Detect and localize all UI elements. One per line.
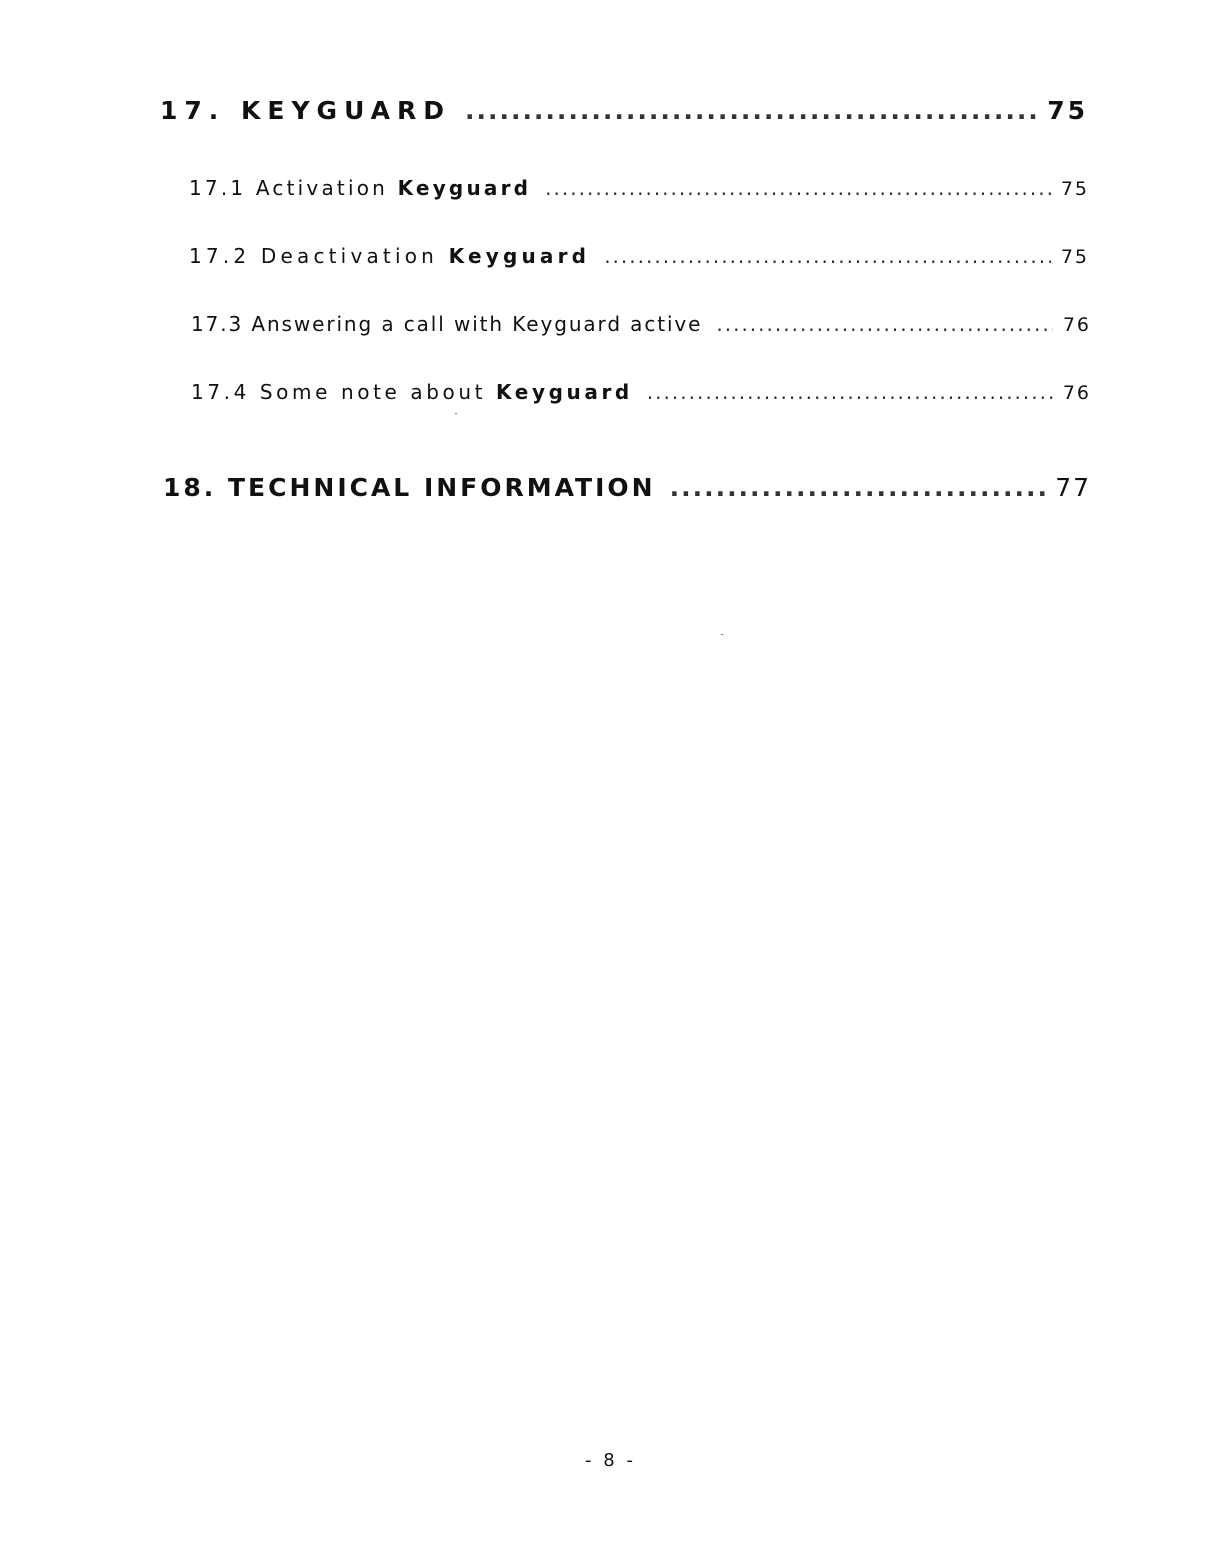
- toc-entry-section-17-1: [189, 176, 1089, 200]
- toc-entry-chapter-17: [160, 96, 1088, 125]
- toc-entry-title-text: 17.1 Activation: [189, 176, 398, 200]
- toc-entry-title-text: 17.2 Deactivation: [189, 244, 449, 268]
- page-number: - 8 -: [585, 1450, 636, 1471]
- toc-entry-title-keyword: Keyguard: [496, 380, 633, 404]
- toc-entry-page: 77: [1055, 473, 1091, 502]
- dot-leader: [604, 244, 1051, 268]
- toc-entry-title-keyword: Keyguard: [448, 244, 591, 268]
- dot-leader: [716, 312, 1052, 336]
- toc-entry-chapter-18: [163, 473, 1091, 502]
- toc-entry-section-17-2: [189, 244, 1089, 268]
- dot-leader: [647, 380, 1053, 404]
- toc-entry-title: 17.3 Answering a call with Keyguard active: [191, 312, 703, 336]
- toc-entry-page: 75: [1060, 178, 1089, 200]
- dot-leader: [670, 473, 1046, 502]
- toc-entry-page: 76: [1062, 314, 1091, 336]
- scan-speck: [455, 413, 457, 414]
- toc-entry-title: [189, 176, 531, 200]
- toc-entry-title-keyword: Keyguard: [397, 176, 532, 200]
- toc-entry-section-17-3: [191, 312, 1091, 336]
- toc-entry-page: 76: [1062, 382, 1091, 404]
- toc-entry-title: [189, 244, 590, 268]
- scan-speck: [721, 634, 723, 635]
- dot-leader: [465, 96, 1037, 125]
- dot-leader: [545, 176, 1051, 200]
- toc-entry-page: 75: [1060, 246, 1089, 268]
- toc-entry-title: 17. KEYGUARD: [160, 96, 451, 125]
- toc-entry-title: 18. TECHNICAL INFORMATION: [163, 473, 656, 502]
- toc-entry-section-17-4: [191, 380, 1091, 404]
- toc-entry-title: [191, 380, 633, 404]
- toc-entry-title-text: 17.4 Some note about: [191, 380, 497, 404]
- toc-entry-page: 75: [1047, 96, 1088, 125]
